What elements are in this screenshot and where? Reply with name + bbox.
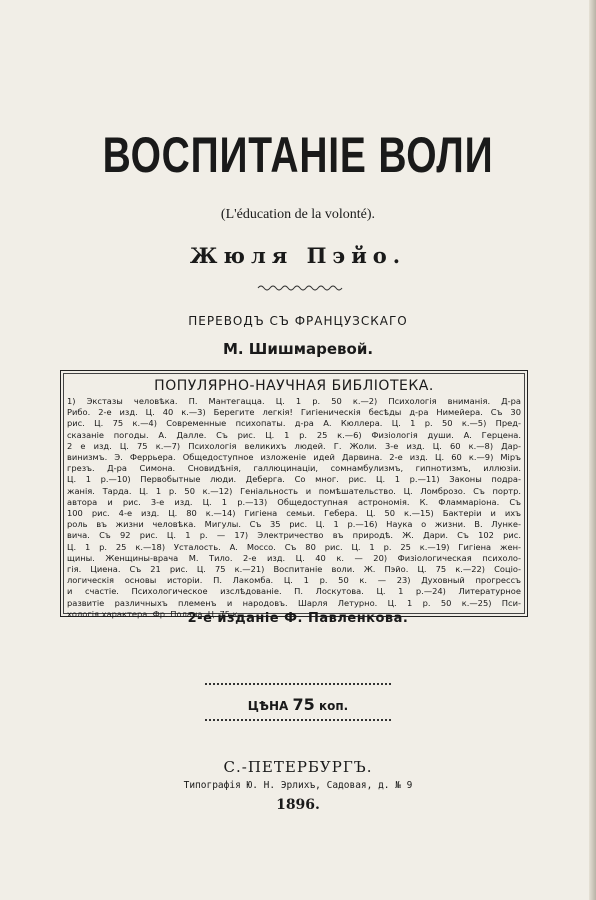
library-list-line: 2 е изд. Ц. 75 к.—7) Психологія великихъ людей. Г. Жоли. 3-е изд. Ц. 60 к.—8) Дар-	[67, 440, 521, 451]
decorative-wavy-rule	[0, 282, 596, 294]
library-list-line: вича. Съ 92 рис. Ц. 1 р. — 17) Электричество въ природѣ. Ж. Дари. Съ 102 рис.	[67, 530, 521, 541]
library-list-line: и счастіе. Психологическое изслѣдованіе. П. Лоскутова. Ц. 1 р.—24) Литературное	[67, 586, 521, 597]
price-line	[0, 695, 596, 714]
library-list-line: винизмъ. Э. Феррьера. Общедоступное изложеніе идей Дарвина. 2-е изд. Ц. 60 к.—9) Міръ	[67, 452, 521, 463]
library-list-line: 100 рис. 4-е изд. Ц. 80 к.—14) Гигіена семьи. Гебера. Ц. 50 к.—15) Бактеріи и ихъ	[67, 508, 521, 519]
book-subtitle: (L'éducation de la volonté).	[220, 207, 376, 222]
library-list-line: Рибо. 2-е изд. Ц. 40 к.—3) Берегите легкія! Гигіеническія бесѣды д-ра Нимейера. Съ 30	[67, 407, 521, 418]
dotted-rule-bottom	[205, 719, 391, 724]
library-list-line: роль въ жизни человѣка. Мигулы. Съ 35 рис. Ц. 1 р.—16) Наука о жизни. В. Лункe-	[67, 519, 521, 530]
printer-imprint: Типографія Ю. Н. Эрлихъ, Садовая, д. № 9	[183, 780, 413, 791]
page-edge-shadow	[589, 0, 596, 900]
publication-city: С.-ПЕТЕРБУРГЪ.	[223, 758, 373, 776]
library-list-line: Ц. 1 р.—10) Первобытные люди. Деберга. Со мног. рис. Ц. 1 р.—11) Законы подра-	[67, 474, 521, 485]
price-label: ЦѢНА	[247, 699, 289, 713]
library-list-line: гія. Циена. Съ 21 рис. Ц. 75 к.—21) Воспитаніе воли. Ж. Пэйо. Ц. 75 к.—22) Соціо-	[67, 564, 521, 575]
library-heading: ПОПУЛЯРНО-НАУЧНАЯ БИБЛІОТЕКА.	[154, 378, 434, 394]
library-list-line: щины. Женщины-врача М. Тило. 2-е изд. Ц. 40 к. — 20) Физіологическая психоло-	[67, 552, 521, 563]
book-title: ВОСПИТАНІЕ ВОЛИ	[102, 127, 494, 183]
dotted-rule-top	[205, 683, 391, 688]
library-list-line: развитіе различныхъ племенъ и народовъ. Шарля Летурно. Ц. 1 р. 50 к.—25) Пси-	[67, 597, 521, 608]
price-unit: коп.	[318, 699, 349, 713]
library-list-line: логическія основы исторіи. П. Лакомба. Ц. 1 р. 50 к. — 23) Духовный прогрессъ	[67, 575, 521, 586]
publication-year: 1896.	[276, 797, 320, 813]
translator-name: М. Шишмаревой.	[222, 340, 374, 358]
library-list-line: 1) Экстазы человѣка. П. Мантегацца. Ц. 1 р. 50 к.—2) Психологія вниманія. Д-ра	[67, 396, 521, 406]
library-list-line: рис. Ц. 75 к.—4) Современные психопаты. д-ра А. Кюллера. Ц. 1 р. 50 к.—5) Пред-	[67, 418, 521, 429]
library-list-line: хологія характера. Фр. Полана. Ц. 75 к.	[67, 608, 241, 619]
price-amount: 75	[292, 695, 315, 714]
library-list-line: автора и рис. 3-е изд. Ц. 1 р.—13) Общедоступная астрономія. К. Фламмаріона. Съ	[67, 496, 521, 507]
library-list-line: сказаніе погоды. А. Далле. Съ рис. Ц. 1 р. 25 к.—6) Физіологія души. А. Герцена.	[67, 429, 521, 440]
library-list-line: Ц. 1 р. 25 к.—18) Усталость. А. Моссо. Съ 80 рис. Ц. 1 р. 25 к.—19) Гигіена жен-	[67, 541, 521, 552]
edition-note: 2-е изданіе Ф. Павленкова.	[187, 611, 409, 626]
author-name: Жюля Пэйо.	[189, 243, 407, 268]
translation-note: ПЕРЕВОДЪ СЪ ФРАНЦУЗСКАГО	[188, 314, 408, 328]
library-list-line: грезъ. Д-ра Симона. Сновидѣнія, галлюцинаціи, сомнамбулизмъ, гипнотизмъ, иллюзіи.	[67, 463, 521, 474]
library-advertisement-box	[60, 370, 528, 617]
library-list-line: жанія. Тарда. Ц. 1 р. 50 к.—12) Геніальность и помѣшательство. Ц. Ломброзо. Съ портр.	[67, 485, 521, 496]
library-book-list	[67, 396, 521, 620]
